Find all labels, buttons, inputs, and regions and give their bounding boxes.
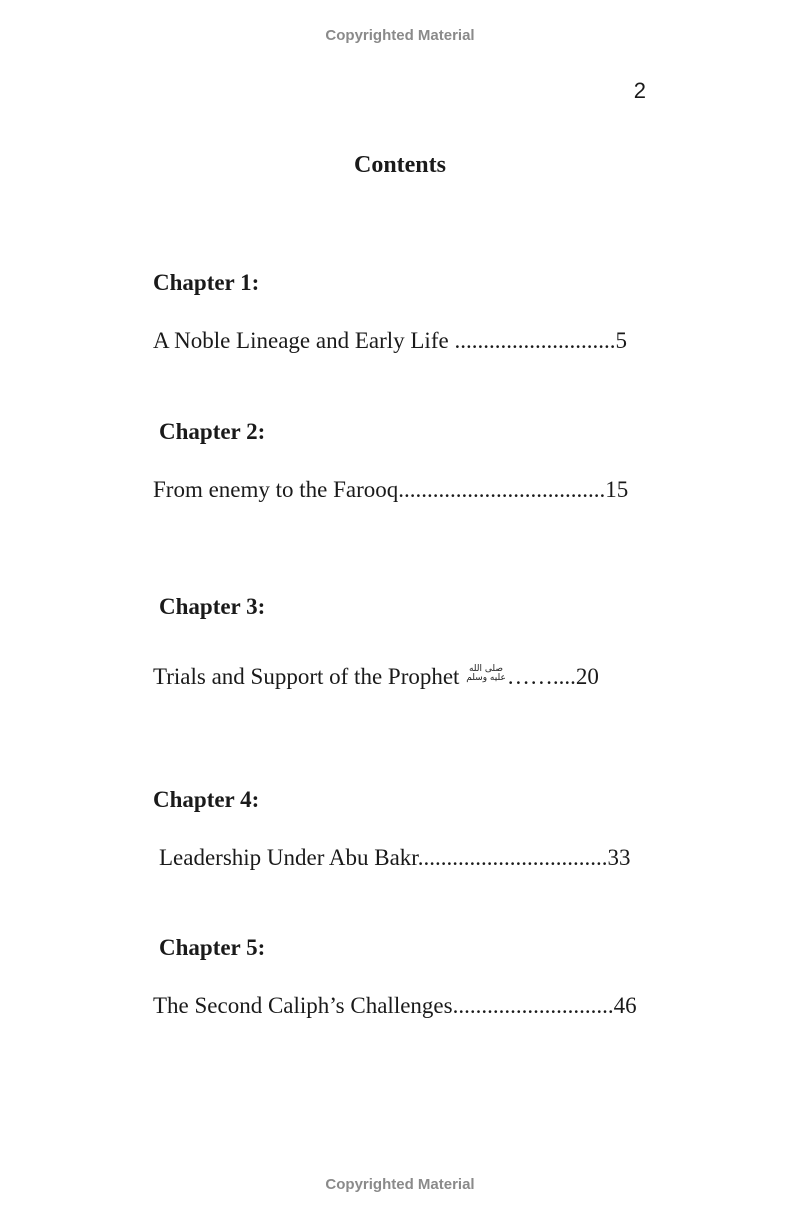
toc-page-number: 33 — [607, 845, 631, 870]
toc-page-number: 5 — [615, 328, 627, 353]
toc-entry-title: Trials and Support of the Prophet — [153, 664, 466, 689]
chapter-3-heading: Chapter 3: — [159, 594, 266, 619]
chapter-5-heading: Chapter 5: — [159, 935, 266, 960]
toc-page-number: 46 — [613, 993, 637, 1018]
toc-dot-leader: ................................. — [417, 845, 608, 870]
salawat-line-1: صلى الله — [468, 664, 504, 674]
toc-entry-title: From enemy to the Farooq — [153, 477, 399, 502]
toc-dot-leader: …….... — [506, 664, 576, 689]
toc-entry-chapter-3[interactable] — [153, 664, 599, 690]
toc-entry-title: The Second Caliph’s Challenges — [153, 993, 453, 1018]
toc-page-number: 20 — [575, 664, 599, 689]
toc-entry-title: A Noble Lineage and Early Life — [153, 328, 455, 353]
toc-dot-leader: ............................ — [454, 328, 616, 353]
copyright-watermark-bottom: Copyrighted Material — [325, 1176, 475, 1193]
copyright-watermark-top: Copyrighted Material — [325, 27, 475, 44]
contents-title: Contents — [353, 152, 446, 178]
chapter-1-heading: Chapter 1: — [153, 270, 260, 295]
toc-dot-leader: .................................... — [398, 477, 606, 502]
chapter-2-heading: Chapter 2: — [159, 419, 266, 444]
toc-dot-leader: ............................ — [452, 993, 614, 1018]
salawat-line-2: عليه وسلم — [466, 673, 506, 683]
toc-entry-title: Leadership Under Abu Bakr — [159, 845, 418, 870]
chapter-4-heading: Chapter 4: — [153, 787, 260, 812]
salawat-honorific — [466, 665, 506, 683]
toc-page-number: 15 — [605, 477, 629, 502]
toc-entry-chapter-1[interactable] — [153, 328, 627, 354]
toc-entry-chapter-2[interactable] — [153, 477, 628, 503]
toc-entry-chapter-5[interactable] — [153, 993, 637, 1019]
page-number: 2 — [633, 78, 646, 103]
toc-entry-chapter-4[interactable] — [159, 845, 630, 871]
